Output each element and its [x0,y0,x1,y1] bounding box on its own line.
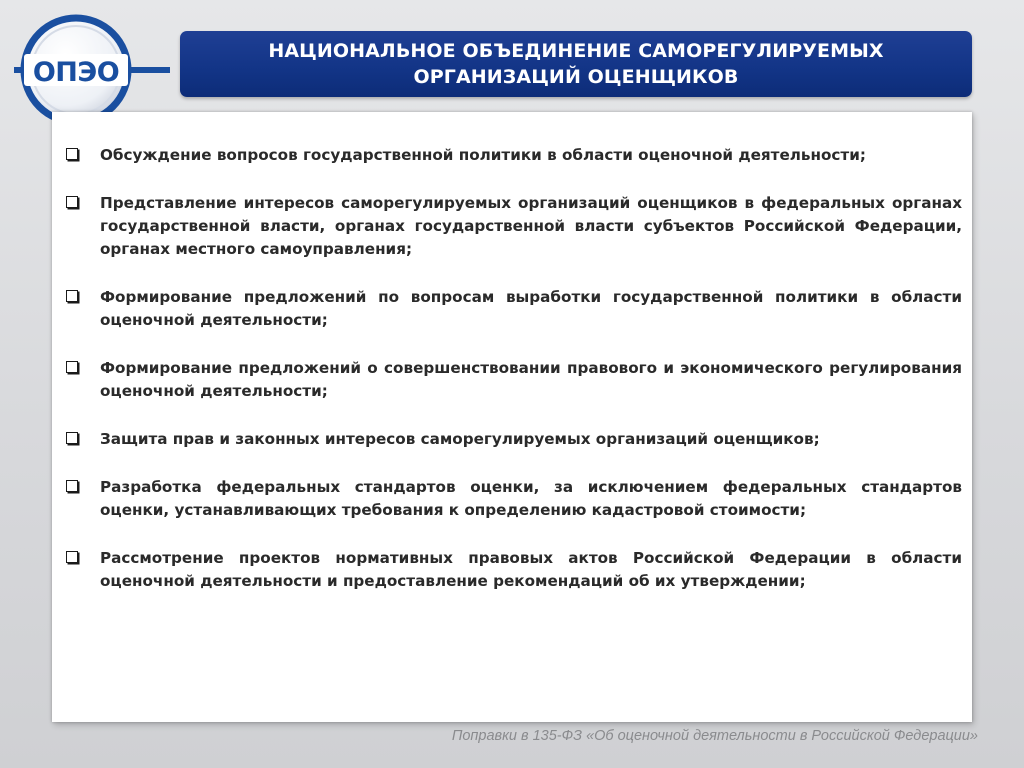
opeo-logo-icon [14,10,170,128]
checkbox-square-icon [66,148,78,160]
content-card [52,112,972,722]
list-item [66,144,962,167]
list-item [66,428,962,451]
checkbox-square-icon [66,551,78,563]
page-title [196,38,956,90]
checkbox-square-icon [66,432,78,444]
functions-list [66,144,962,618]
list-item-text: Рассмотрение проектов нормативных правовых актов Российской Федерации в области оценочной деятельности и предоставление рекомендаций об их утверждении; [100,549,962,590]
title-band [180,31,972,97]
list-item [66,357,962,403]
list-item [66,286,962,332]
checkbox-square-icon [66,480,78,492]
list-item-text: Формирование предложений по вопросам выработки государственной политики в области оценочной деятельности; [100,288,962,329]
checkbox-square-icon [66,196,78,208]
list-item [66,547,962,593]
page-title-line-2: ОРГАНИЗАЦИЙ ОЦЕНЩИКОВ [413,66,739,88]
list-item-text: Защита прав и законных интересов саморегулируемых организаций оценщиков; [100,430,820,448]
list-item-text: Разработка федеральных стандартов оценки, за исключением федеральных стандартов оценки, устанавливающих требования к определению кадастровой стоимости; [100,478,962,519]
page-title-line-1: НАЦИОНАЛЬНОЕ ОБЪЕДИНЕНИЕ САМОРЕГУЛИРУЕМЫХ [268,40,884,62]
checkbox-square-icon [66,361,78,373]
opeo-logo [14,10,170,128]
footer-caption: Поправки в 135-ФЗ «Об оценочной деятельности в Российской Федерации» [451,728,978,744]
list-item-text: Обсуждение вопросов государственной политики в области оценочной деятельности; [100,146,866,164]
list-item [66,476,962,522]
logo-text: ОПЭО [32,57,120,88]
list-item-text: Представление интересов саморегулируемых организаций оценщиков в федеральных органах государственной власти, органах государственной власти субъектов Российской Федерации, органах местного самоуправления; [100,194,962,258]
list-item-text: Формирование предложений о совершенствовании правового и экономического регулирования оценочной деятельности; [100,359,962,400]
list-item [66,192,962,261]
checkbox-square-icon [66,290,78,302]
